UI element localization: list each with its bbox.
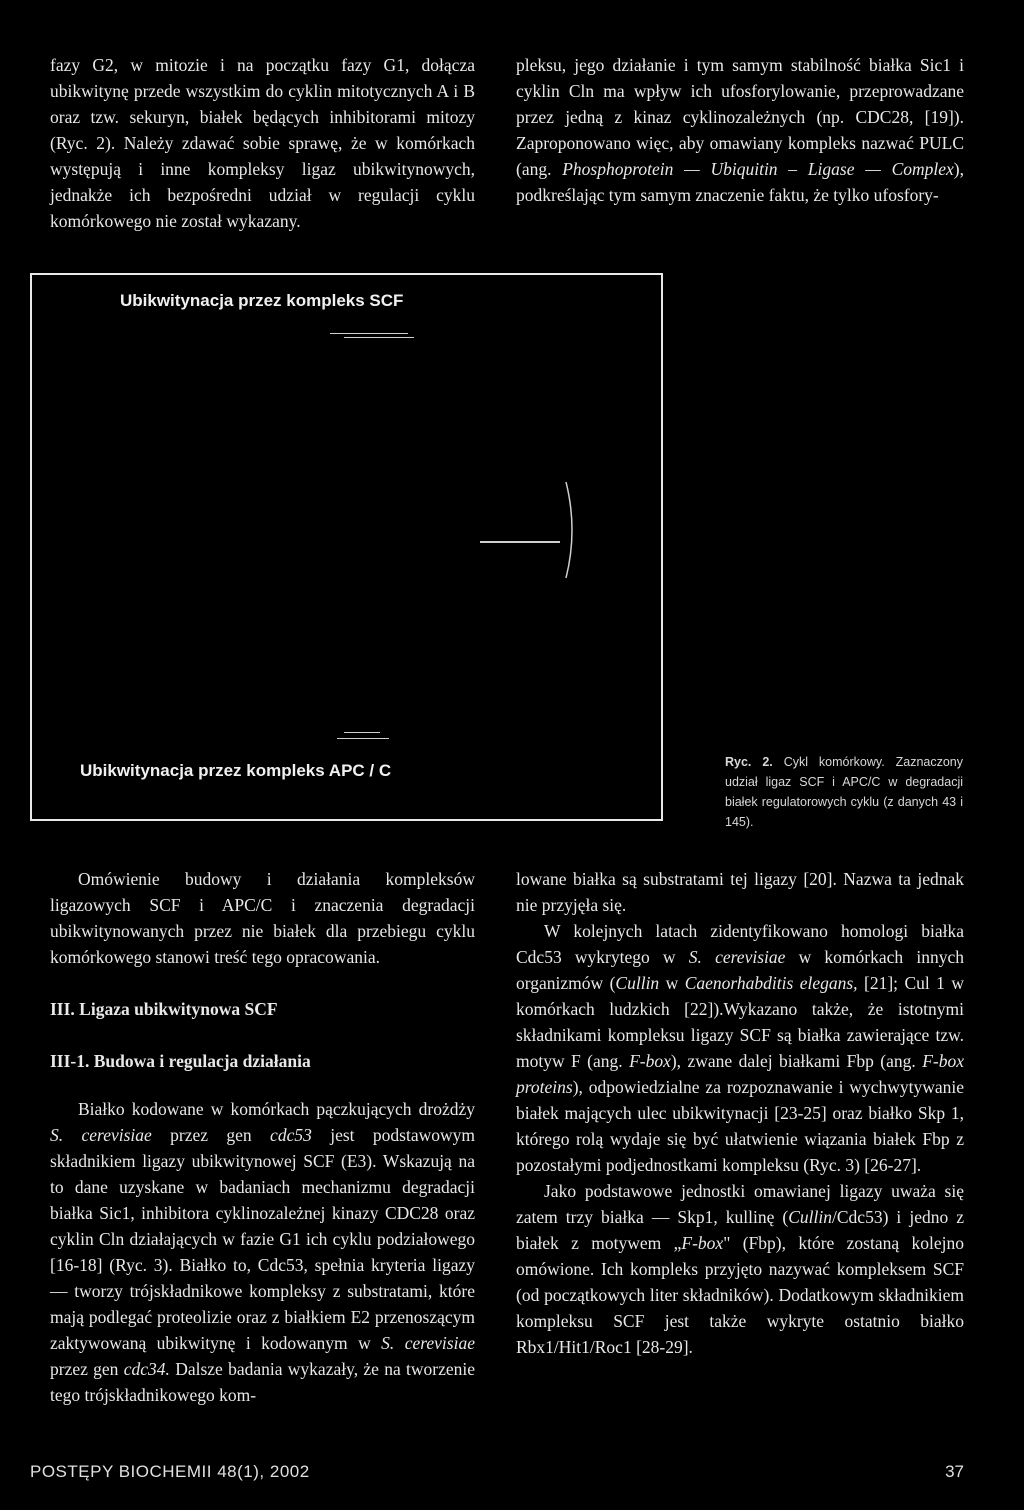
page-number: 37 [945,1462,964,1481]
species-name: S. cerevisiae [381,1333,475,1353]
text-run: ), zwane dalej białkami Fbp (ang. [670,1051,923,1071]
figure-cell-cycle [30,273,663,821]
section-heading: III. Ligaza ubikwitynowa SCF [50,999,278,1019]
text-run: /Cdc53) i jedno z białek z motywem „ [516,1207,965,1253]
figure-mark [337,738,389,739]
paragraph [516,52,964,208]
figure-title-apc: Ubikwitynacja przez kompleks APC / C [80,761,392,780]
text-run: Jako podstawowe jednostki omawianej ligazy uważa się zatem trzy białka — Skp1, kullinę ( [516,1181,964,1227]
text-run: przez gen [50,1359,124,1379]
text-run: W kolejnych latach zidentyfikowano homologi białka Cdc53 wykrytego w [516,921,964,967]
motif-name: F-box proteins [516,1051,964,1097]
paragraph [516,918,964,1178]
text-run: jest podstawowym składnikiem ligazy ubikwitynowej SCF (E3). Wskazują na to dane uzyskane w badaniach mechanizmu degradacji białka Sic1, inhibitora cyklinozależnej kinazy CDC28 oraz cyklin Cln działających w fazie G1 ich cyklu podziałowego [16-18] (Ryc. 3). Białko to, Cdc53, spełnia kryteria ligazy — tworzy trójskładnikowe kompleksy z substratami, które mają podlegać proteolizie oraz z białkiem E2 przenoszącym zaktywowaną ubikwitynę i kodowanym w [50,1125,475,1353]
species-name: S. cerevisiae [688,947,786,967]
gene-name: cdc53 [270,1125,312,1145]
motif-name: F-box [629,1051,671,1071]
figure-mark [480,541,560,543]
top-left-column [50,52,475,234]
text-run: w [659,973,685,993]
caption-text: Cykl komórkowy. Zaznaczony udział ligaz SCF i APC/C w degradacji białek regulatorowych cyklu (z danych 43 i 145). [725,755,963,829]
text-run: przez gen [151,1125,271,1145]
figure-bracket [562,480,582,580]
text-run: [21]; Cul 1 w komórkach ludzkich [22]).Wykazano także, że istotnymi składnikami kompleksu ligazy SCF są białka zawierające tzw. motyw F (ang. [516,973,964,1071]
species-name: Caenorhabditis elegans, [684,973,858,993]
text-run: Dalsze badania wykazały, że na tworzenie tego trójskładnikowego kom- [50,1359,475,1405]
italic-term: Phosphoprotein — Ubiquitin – Ligase — Complex [562,159,954,179]
journal-footer: POSTĘPY BIOCHEMII 48(1), 2002 [30,1462,310,1481]
figure-title-scf: Ubikwitynacja przez kompleks SCF [120,291,404,310]
figure-mark [330,333,408,334]
bottom-right-column [516,866,964,1360]
paragraph: fazy G2, w mitozie i na początku fazy G1, dołącza ubikwitynę przede wszystkim do cyklin mitotycznych A i B oraz tzw. sekuryn, białek będących inhibitorami mitozy (Ryc. 2). Należy zdawać sobie sprawę, że w komórkach występują i inne kompleksy ligaz ubikwitynowych, jednakże ich bezpośredni udział w regulacji cyklu komórkowego nie został wykazany. [50,55,475,231]
text-run: Białko kodowane w komórkach pączkujących drożdży [78,1099,475,1119]
caption-label: Ryc. 2. [725,755,773,769]
text-run: " (Fbp), które zostaną kolejno omówione. Ich kompleks przyjęto nazywać kompleksem SCF (od początkowych liter składników). Dodatkowym składnikiem kompleksu SCF jest także wykryte ostatnio białko Rbx1/Hit1/Roc1 [28-29]. [516,1233,964,1357]
paragraph: lowane białka są substratami tej ligazy [20]. Nazwa ta jednak nie przyjęła się. [516,869,964,915]
text-run: ), podkreślając tym samym znaczenie faktu, że tylko ufosfory- [516,159,964,205]
figure-mark [344,732,380,733]
figure-caption [725,752,963,832]
text-run: ), odpowiedzialne za rozpoznawanie i wychwytywanie białek mających ulec ubikwitynacji [23-25] oraz białko Skp 1, którego rolą wydaje się być ułatwienie wiązania białek Fbp z pozostałymi podjednostkami kompleksu (Ryc. 3) [26-27]. [516,1077,964,1175]
gene-name: cdc34. [123,1359,170,1379]
text-run: w komórkach innych organizmów ( [516,947,964,993]
paragraph [50,1096,475,1408]
protein-name: Cullin [615,973,660,993]
paragraph [516,1178,964,1360]
protein-name: Cullin [788,1207,833,1227]
subsection-heading: III-1. Budowa i regulacja działania [50,1051,311,1071]
text-run: pleksu, jego działanie i tym samym stabilność białka Sic1 i cyklin Cln ma wpływ ich ufosforylowanie, przeprowadzane przez jedną z kinaz cyklinozależnych (np. CDC28, [19]). Zaproponowano więc, aby omawiany kompleks nazwać PULC (ang. [516,55,964,179]
top-right-column [516,52,964,208]
species-name: S. cerevisiae [50,1125,152,1145]
bottom-left-column [50,866,475,1408]
intro-paragraph: Omówienie budowy i działania kompleksów ligazowych SCF i APC/C i znaczenia degradacji ubikwitynowanych przez nie białek dla przebiegu cyklu komórkowego stanowi treść tego opracowania. [50,869,475,967]
figure-mark [344,337,414,338]
motif-name: F-box [681,1233,724,1253]
